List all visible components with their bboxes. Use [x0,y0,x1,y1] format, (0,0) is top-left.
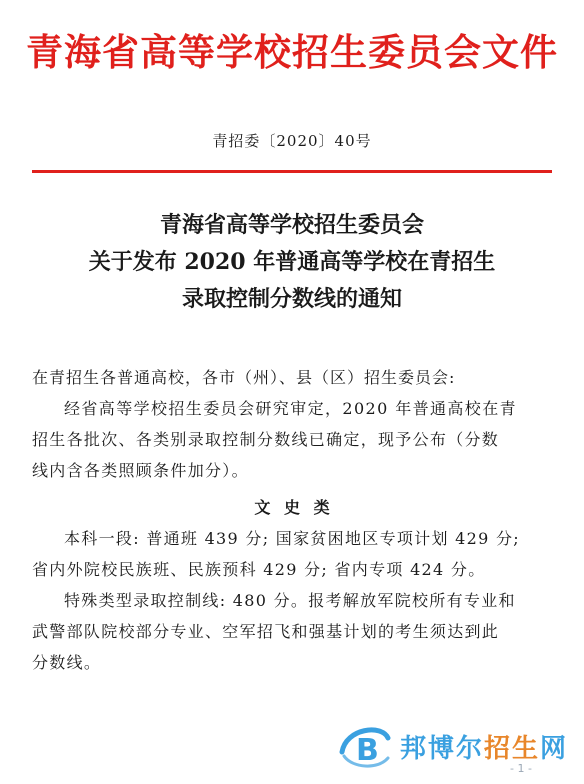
section-heading: 文 史 类 [254,498,334,517]
tier1-line-1: 本科一段: 普通班 439 分; 国家贫困地区专项计划 429 分; [64,529,520,548]
watermark-logo-icon [338,722,392,770]
special-line-2: 武警部队院校部分专业、空军招飞和强基计划的考生须达到此 [32,622,500,641]
document-number: 青招委〔2020〕40号 [212,132,372,150]
title-line-2: 关于发布 2020 年普通高等学校在青招生 [88,249,496,275]
page-number: - 1 - [510,762,532,775]
special-line-3: 分数线。 [32,653,102,672]
title-line-1: 青海省高等学校招生委员会 [159,212,424,238]
paragraph-1-line-3: 线内含各类照顾条件加分）。 [32,461,249,480]
body-text [32,362,556,678]
salutation: 在青招生各普通高校，各市（州）、县（区）招生委员会: [32,368,456,387]
tier1-line-2: 省内外院校民族班、民族预科 429 分; 省内专项 424 分。 [32,560,486,579]
watermark-part-2: 招生 [484,733,541,764]
special-line-1: 特殊类型录取控制线: 480 分。报考解放军院校所有专业和 [64,591,516,610]
watermark-part-3: 网 [540,733,569,764]
watermark [338,718,578,774]
document-header: 青海省高等学校招生委员会文件 [26,30,558,74]
watermark-part-1: 邦博尔 [400,733,485,764]
paragraph-1-line-1: 经省高等学校招生委员会研究审定，2020 年普通高校在青 [64,399,518,418]
notice-title [0,207,584,318]
paragraph-1-line-2: 招生各批次、各类别录取控制分数线已确定，现予公布（分数 [32,430,500,449]
title-line-3: 录取控制分数线的通知 [181,286,402,312]
watermark-text [400,728,568,765]
red-divider [32,170,552,173]
svg-text:B: B [356,733,379,768]
